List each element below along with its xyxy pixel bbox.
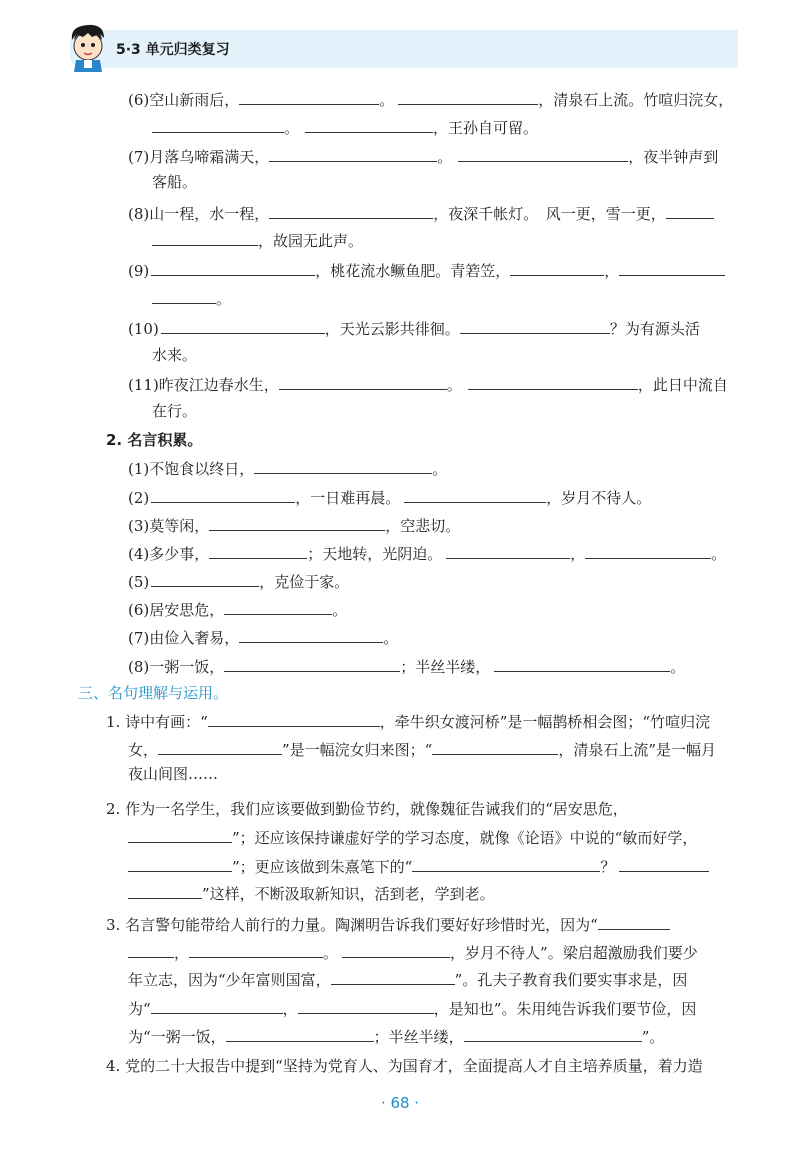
s3-q1-line-2: 女， ”是一幅浣女归来图；“ ，清泉石上流”是一幅月	[128, 741, 717, 759]
blank[interactable]	[598, 914, 670, 930]
s3-q3-line-2: ， 。 ，岁月不待人”。梁启超激励我们要少	[128, 942, 698, 963]
poem-10-line-1: (10) ，天光云影共徘徊。 ？为有源头活	[128, 320, 700, 338]
s3-q4-line-1: 4. 党的二十大报告中提到“坚持为党育人、为国育才，全面提高人才自主培养质量，着力造	[106, 1057, 703, 1075]
blank[interactable]	[254, 458, 432, 474]
blank[interactable]	[398, 89, 538, 105]
blank[interactable]	[189, 942, 323, 958]
blank[interactable]	[152, 288, 216, 304]
poem-6-line-1: (6)空山新雨后， 。 ，清泉石上流。竹喧归浣女，	[128, 91, 734, 109]
blank[interactable]	[152, 230, 258, 246]
quote-item-2: (2) ，一日难再晨。 ，岁月不待人。	[128, 489, 652, 507]
poem-10-line-2: 水来。	[152, 346, 198, 364]
poem-7-line-1: (7)月落乌啼霜满天， 。 ，夜半钟声到	[128, 148, 719, 166]
blank[interactable]	[128, 883, 202, 899]
blank[interactable]	[239, 627, 383, 643]
blank[interactable]	[158, 739, 282, 755]
blank[interactable]	[224, 656, 400, 672]
blank[interactable]	[460, 318, 610, 334]
blank[interactable]	[619, 856, 709, 872]
quote-item-1: (1)不饱食以终日， 。	[128, 460, 448, 478]
poem-7-line-2: 客船。	[152, 173, 198, 191]
poem-9-line-1: (9) ，桃花流水鳜鱼肥。青箬笠， ，	[128, 260, 725, 281]
blank[interactable]	[298, 998, 434, 1014]
blank[interactable]	[128, 856, 232, 872]
blank[interactable]	[585, 543, 711, 559]
s3-q3-line-3: 年立志，因为“少年富则国富， ”。孔夫子教育我们要实事求是，因	[128, 971, 688, 989]
blank[interactable]	[279, 374, 447, 390]
blank[interactable]	[269, 203, 433, 219]
blank[interactable]	[404, 487, 546, 503]
blank[interactable]	[128, 827, 232, 843]
quote-item-4: (4)多少事， ；天地转，光阴迫。 ， 。	[128, 545, 727, 563]
blank[interactable]	[458, 146, 628, 162]
blank[interactable]	[666, 203, 714, 219]
quote-item-5: (5) ，克俭于家。	[128, 573, 350, 591]
poem-11-line-1: (11)昨夜江边春水生， 。 ，此日中流自	[128, 376, 728, 394]
blank[interactable]	[305, 117, 433, 133]
s3-q1-line-3: 夜山间图……	[128, 765, 219, 783]
section-3-title: 三、名句理解与运用。	[78, 684, 229, 702]
blank[interactable]	[209, 543, 307, 559]
blank[interactable]	[151, 487, 295, 503]
blank[interactable]	[510, 260, 604, 276]
blank[interactable]	[446, 543, 570, 559]
s3-q2-line-3: ”；更应该做到朱熹笔下的“ ？	[128, 856, 709, 877]
blank[interactable]	[226, 1026, 374, 1042]
s3-q1-line-1: 1. 诗中有画：“ ，牵牛织女渡河桥”是一幅鹊桥相会图；“竹喧归浣	[106, 713, 711, 731]
poem-8-line-1: (8)山一程，水一程， ，夜深千帐灯。 风一更，雪一更，	[128, 203, 714, 224]
question-2-title: 2. 名言积累。	[106, 431, 203, 449]
blank[interactable]	[331, 969, 455, 985]
mascot-icon	[64, 22, 112, 72]
poem-9-line-2: 。	[152, 288, 231, 309]
blank[interactable]	[464, 1026, 642, 1042]
blank[interactable]	[619, 260, 725, 276]
s3-q2-line-4: ”这样，不断汲取新知识，活到老，学到老。	[128, 883, 495, 904]
blank[interactable]	[239, 89, 379, 105]
blank[interactable]	[412, 856, 600, 872]
blank[interactable]	[432, 739, 558, 755]
poem-6-line-2: 。 ，王孙自可留。	[152, 117, 538, 138]
blank[interactable]	[208, 711, 380, 727]
quote-item-7: (7)由俭入奢易， 。	[128, 629, 399, 647]
blank[interactable]	[224, 599, 332, 615]
blank[interactable]	[151, 571, 259, 587]
blank[interactable]	[128, 942, 174, 958]
blank[interactable]	[151, 260, 315, 276]
poem-11-line-2: 在行。	[152, 402, 198, 420]
blank[interactable]	[151, 998, 283, 1014]
s3-q2-line-1: 2. 作为一名学生，我们应该要做到勤俭节约，就像魏征告诫我们的“居安思危，	[106, 800, 628, 818]
blank[interactable]	[269, 146, 437, 162]
blank[interactable]	[494, 656, 670, 672]
s3-q2-line-2: ”；还应该保持谦虚好学的学习态度，就像《论语》中说的“敏而好学，	[128, 827, 697, 848]
s3-q3-line-4: 为“ ， ，是知也”。朱用纯告诉我们要节俭，因	[128, 1000, 697, 1018]
quote-item-8: (8)一粥一饭， ；半丝半缕， 。	[128, 658, 686, 676]
s3-q3-line-5: 为“一粥一饭， ；半丝半缕， ”。	[128, 1028, 665, 1046]
blank[interactable]	[161, 318, 325, 334]
s3-q3-line-1: 3. 名言警句能带给人前行的力量。陶渊明告诉我们要好好珍惜时光，因为“	[106, 914, 670, 935]
blank[interactable]	[468, 374, 638, 390]
poem-8-line-2: ，故园无此声。	[152, 230, 363, 251]
quote-item-6: (6)居安思危， 。	[128, 601, 348, 619]
page-number: · 68 ·	[380, 1094, 420, 1112]
quote-item-3: (3)莫等闲， ，空悲切。	[128, 517, 461, 535]
blank[interactable]	[209, 515, 385, 531]
blank[interactable]	[342, 942, 450, 958]
blank[interactable]	[152, 117, 284, 133]
header-title: 5·3 单元归类复习	[116, 42, 230, 58]
